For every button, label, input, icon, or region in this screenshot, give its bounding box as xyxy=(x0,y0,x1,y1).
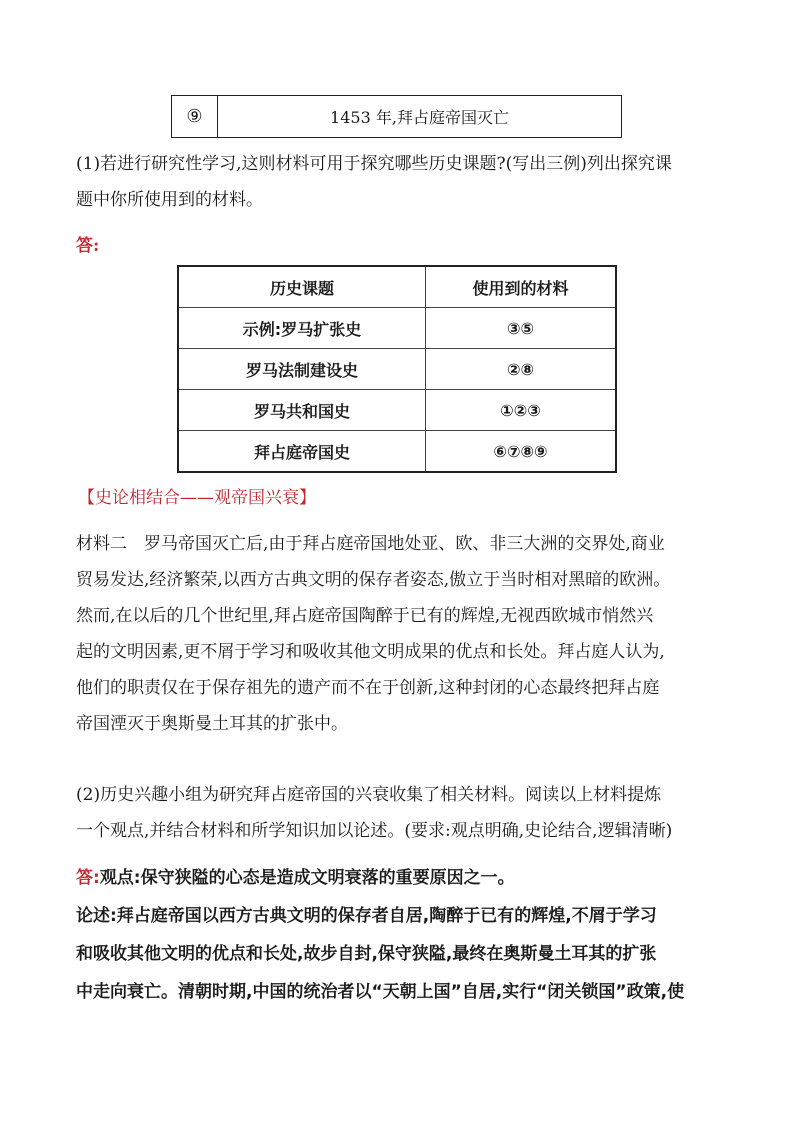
material-2-line: 然而,在以后的几个世纪里,拜占庭帝国陶醉于已有的辉煌,无视西欧城市悄然兴 xyxy=(76,606,654,626)
question-1-line-2: 题中你所使用到的材料。 xyxy=(76,190,263,210)
question-1 xyxy=(76,146,726,218)
table-row xyxy=(178,390,616,431)
row-number: ⑨ xyxy=(172,96,218,137)
materials-cell: ③⑤ xyxy=(426,308,617,349)
section-title: 【史论相结合——观帝国兴衰】 xyxy=(78,488,316,508)
table-row xyxy=(178,431,616,473)
material-2-line: 贸易发达,经济繁荣,以西方古典文明的保存者姿态,傲立于当时相对黑暗的欧洲。 xyxy=(76,570,671,590)
material-2-line: 帝国湮灭于奥斯曼土耳其的扩张中。 xyxy=(76,714,348,734)
answer-2-argument-line: 论述:拜占庭帝国以西方古典文明的保存者自居,陶醉于已有的辉煌,不屑于学习 xyxy=(76,906,657,926)
topic-cell: 示例:罗马扩张史 xyxy=(178,308,426,349)
topic-cell: 罗马共和国史 xyxy=(178,390,426,431)
header-materials: 使用到的材料 xyxy=(426,266,617,308)
answer-label-1: 答: xyxy=(76,236,100,256)
answer-2-viewpoint-line xyxy=(76,859,726,897)
answer-label-2: 答: xyxy=(76,868,100,888)
answer-2-argument-line: 和吸收其他文明的优点和长处,故步自封,保守狭隘,最终在奥斯曼土耳其的扩张 xyxy=(76,944,657,964)
answer-2 xyxy=(76,859,726,1011)
materials-cell: ⑥⑦⑧⑨ xyxy=(426,431,617,473)
material-2-line: 起的文明因素,更不屑于学习和吸收其他文明成果的优点和长处。拜占庭人认为, xyxy=(76,642,665,662)
question-1-line-1: (1)若进行研究性学习,这则材料可用于探究哪些历史课题?(写出三例)列出探究课 xyxy=(76,154,672,174)
material-2-line: 材料二 罗马帝国灭亡后,由于拜占庭帝国地处亚、欧、非三大洲的交界处,商业 xyxy=(76,534,665,554)
question-2 xyxy=(76,777,726,849)
material-2 xyxy=(76,526,726,742)
answer-2-argument-line: 中走向衰亡。清朝时期,中国的统治者以“天朝上国”自居,实行“闭关锁国”政策,使 xyxy=(76,982,685,1002)
table-header-row xyxy=(178,266,616,308)
row-text: 1453 年,拜占庭帝国灭亡 xyxy=(330,108,509,127)
table-row xyxy=(178,349,616,390)
topic-cell: 拜占庭帝国史 xyxy=(178,431,426,473)
material-table-row-9 xyxy=(171,95,622,138)
materials-cell: ②⑧ xyxy=(426,349,617,390)
material-2-line: 他们的职责仅在于保存祖先的遗产而不在于创新,这种封闭的心态最终把拜占庭 xyxy=(76,678,660,698)
answer-2-viewpoint: 观点:保守狭隘的心态是造成文明衰落的重要原因之一。 xyxy=(99,868,515,888)
header-topic: 历史课题 xyxy=(178,266,426,308)
table-row xyxy=(178,308,616,349)
materials-cell: ①②③ xyxy=(426,390,617,431)
question-2-line-2: 一个观点,并结合材料和所学知识加以论述。(要求:观点明确,史论结合,逻辑清晰) xyxy=(76,821,673,841)
question-2-line-1: (2)历史兴趣小组为研究拜占庭帝国的兴衰收集了相关材料。阅读以上材料提炼 xyxy=(76,785,662,805)
topic-cell: 罗马法制建设史 xyxy=(178,349,426,390)
answer-table xyxy=(177,265,617,473)
